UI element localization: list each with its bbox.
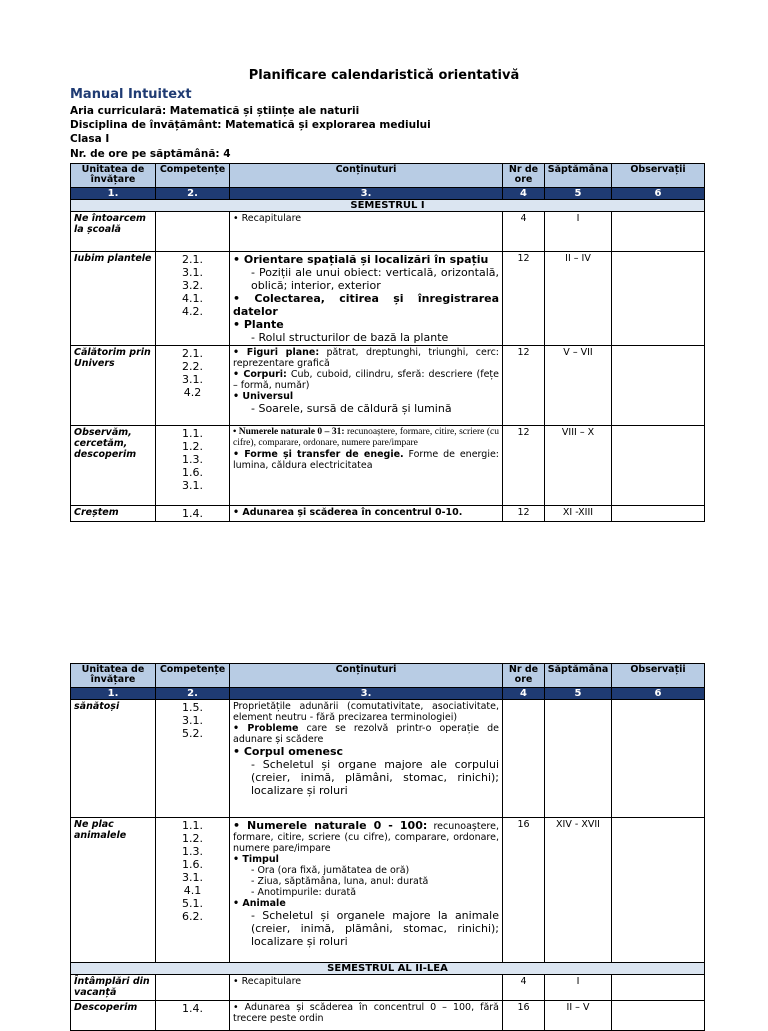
content-text: recunoaștere, formare, citire, scriere (cu cifre), comparare, ordonare, numere pare/impare [233, 427, 499, 448]
content-heading: • Probleme [233, 723, 299, 734]
table-row [71, 346, 705, 426]
content-heading: • Timpul [233, 854, 279, 865]
competence-code: 1.4. [182, 1002, 203, 1015]
week-cell: VIII – X [545, 426, 612, 506]
competence-code: 4.2. [182, 305, 203, 318]
content-item: - Ora (ora fixă, jumătatea de oră) [251, 865, 410, 876]
content-item: - Rolul structurilor de bază la plante [251, 331, 449, 344]
header-hours: Nr de ore [503, 164, 545, 188]
header-num-6: 6 [612, 188, 705, 200]
competence-code: 3.1. [182, 266, 203, 279]
competence-code: 1.5. [182, 701, 203, 714]
header-num-4: 4 [503, 688, 545, 700]
planning-table-1 [70, 163, 705, 522]
competence-code: 1.2. [182, 440, 203, 453]
content-cell [230, 700, 503, 818]
competence-code: 3.1. [182, 373, 203, 386]
content-item: - Anotimpurile: durată [251, 887, 357, 898]
hours-cell: 4 [503, 212, 545, 252]
table-row [71, 506, 705, 522]
unit-name: Ne întoarcem la școală [71, 212, 156, 252]
week-cell: I [545, 212, 612, 252]
hours-cell: 12 [503, 252, 545, 346]
week-cell: XIV - XVII [545, 818, 612, 963]
competence-code: 4.1 [183, 884, 202, 897]
unit-name: Iubim plantele [71, 252, 156, 346]
header-contents: Conținuturi [230, 664, 503, 688]
meta-hours-per-week: Nr. de ore pe săptămână: 4 [70, 147, 231, 160]
content-heading: • Numerele naturale 0 – 31: [233, 427, 345, 437]
semester-2-label: SEMESTRUL AL II-LEA [71, 963, 705, 975]
competence-code: 1.1. [182, 819, 203, 832]
planning-table-2 [70, 663, 705, 1031]
content-text: pătrat, dreptunghi, triunghi, cerc: reprezentare grafică [233, 347, 499, 369]
header-num-1: 1. [71, 188, 156, 200]
week-cell: I [545, 975, 612, 1001]
week-cell: V – VII [545, 346, 612, 426]
content-item: - Ziua, săptămâna, luna, anul: durată [251, 876, 429, 887]
content-heading: • Universul [233, 391, 294, 402]
week-cell: II – IV [545, 252, 612, 346]
header-num-1: 1. [71, 688, 156, 700]
page-title: Planificare calendaristică orientativă [248, 68, 520, 83]
content-heading: • Colectarea, citirea și înregistrarea datelor [233, 292, 499, 318]
competence-code: 2.2. [182, 360, 203, 373]
unit-name: Descoperim [71, 1001, 156, 1031]
content-item: - Scheletul și organe majore ale corpului (creier, inimă, plămâni, stomac, rinichi); localizare și roluri [251, 758, 499, 797]
competence-code: 1.4. [182, 507, 203, 520]
hours-cell: 4 [503, 975, 545, 1001]
competence-code: 1.3. [182, 453, 203, 466]
header-competences: Competențe [156, 164, 230, 188]
competence-code: 4.1. [182, 292, 203, 305]
header-num-5: 5 [545, 188, 612, 200]
competences-cell [156, 346, 230, 426]
content-cell [230, 252, 503, 346]
manual-title: Manual Intuitext [70, 87, 192, 102]
header-num-5: 5 [545, 688, 612, 700]
content-text: Forme de energie: lumina, căldura electricitatea [233, 449, 499, 471]
unit-name: Călătorim prin Univers [71, 346, 156, 426]
competence-code: 2.1. [182, 347, 203, 360]
hours-cell: 16 [503, 818, 545, 963]
content-cell: • Adunarea și scăderea în concentrul 0-10. [230, 506, 503, 522]
week-cell: XI -XIII [545, 506, 612, 522]
header-hours: Nr de ore [503, 664, 545, 688]
content-cell: • Recapitulare [230, 212, 503, 252]
competences-cell [156, 506, 230, 522]
header-num-3: 3. [230, 188, 503, 200]
hours-cell: 12 [503, 346, 545, 426]
content-cell [230, 346, 503, 426]
hours-cell: 12 [503, 506, 545, 522]
unit-name: Ne plac animalele [71, 818, 156, 963]
competence-code: 3.1. [182, 479, 203, 492]
content-heading: • Figuri plane: [233, 347, 320, 358]
header-unit: Unitatea de învățare [71, 664, 156, 688]
header-contents: Conținuturi [230, 164, 503, 188]
competence-code: 2.1. [182, 253, 203, 266]
competence-code: 3.1. [182, 714, 203, 727]
unit-name: sănătoși [71, 700, 156, 818]
header-observations: Observații [612, 664, 705, 688]
content-item: - Scheletul și organele majore la animale (creier, inimă, plămâni, stomac, rinichi); localizare și roluri [251, 909, 499, 948]
competence-code: 5.1. [182, 897, 203, 910]
competence-code: 1.6. [182, 466, 203, 479]
table-row [71, 818, 705, 963]
content-cell: • Adunarea și scăderea în concentrul 0 – 100, fără trecere peste ordin [230, 1001, 503, 1031]
competences-cell [156, 252, 230, 346]
header-week: Săptămâna [545, 164, 612, 188]
content-heading: • Numerele naturale 0 - 100: [233, 819, 428, 832]
content-item: - Poziții ale unui obiect: verticală, orizontală, oblică; interior, exterior [251, 266, 499, 292]
content-cell: • Recapitulare [230, 975, 503, 1001]
unit-name: Întâmplări din vacanță [71, 975, 156, 1001]
competences-cell [156, 426, 230, 506]
header-week: Săptămâna [545, 664, 612, 688]
header-num-4: 4 [503, 188, 545, 200]
meta-curricular-area: Aria curriculară: Matematică și științe ale naturii [70, 105, 360, 117]
competence-code: 1.2. [182, 832, 203, 845]
unit-name: Creștem [71, 506, 156, 522]
content-heading: • Orientare spațială și localizări în spațiu [233, 253, 489, 266]
competence-code: 4.2 [183, 386, 202, 399]
table-row [71, 1001, 705, 1031]
table-row [71, 975, 705, 1001]
document-meta [70, 104, 431, 161]
header-num-6: 6 [612, 688, 705, 700]
content-item: - Soarele, sursă de căldură și lumină [251, 402, 452, 415]
competence-code: 1.6. [182, 858, 203, 871]
competences-cell [156, 818, 230, 963]
semester-1-label: SEMESTRUL I [71, 200, 705, 212]
content-cell [230, 426, 503, 506]
meta-discipline: Disciplina de învățământ: Matematică și explorarea mediului [70, 119, 431, 132]
competence-code: 6.2. [182, 910, 203, 923]
week-cell: II – V [545, 1001, 612, 1031]
table-row [71, 212, 705, 252]
header-observations: Observații [612, 164, 705, 188]
content-heading: • Corpul omenesc [233, 745, 344, 758]
header-num-2: 2. [156, 688, 230, 700]
unit-name: Observăm, cercetăm, descoperim [71, 426, 156, 506]
content-heading: • Forme și transfer de enegie. [233, 449, 404, 460]
header-num-2: 2. [156, 188, 230, 200]
content-text: Proprietățile adunării (comutativitate, asociativitate, element neutru - fără precizarea terminologiei) [233, 701, 499, 723]
content-heading: • Corpuri: [233, 369, 287, 380]
content-heading: • Animale [233, 898, 286, 909]
hours-cell: 16 [503, 1001, 545, 1031]
meta-class: Clasa I [70, 133, 110, 146]
content-heading: • Plante [233, 318, 284, 331]
header-unit: Unitatea de învățare [71, 164, 156, 188]
competence-code: 3.2. [182, 279, 203, 292]
competence-code: 3.1. [182, 871, 203, 884]
content-cell [230, 818, 503, 963]
table-row [71, 252, 705, 346]
header-num-3: 3. [230, 688, 503, 700]
competences-cell [156, 700, 230, 818]
content-text: care se rezolvă printr-o operație de adunare și scădere [233, 723, 499, 745]
content-text: recunoaștere, formare, citire, scriere (cu cifre), comparare, ordonare, numere pare/impare [233, 821, 499, 854]
hours-cell: 12 [503, 426, 545, 506]
competence-code: 1.1. [182, 427, 203, 440]
header-competences: Competențe [156, 664, 230, 688]
table-row [71, 700, 705, 818]
table-row [71, 426, 705, 506]
competence-code: 1.3. [182, 845, 203, 858]
content-text: Cub, cuboid, cilindru, sferă: descriere (fețe – formă, număr) [233, 369, 500, 391]
competence-code: 5.2. [182, 727, 203, 740]
competences-cell [156, 1001, 230, 1031]
